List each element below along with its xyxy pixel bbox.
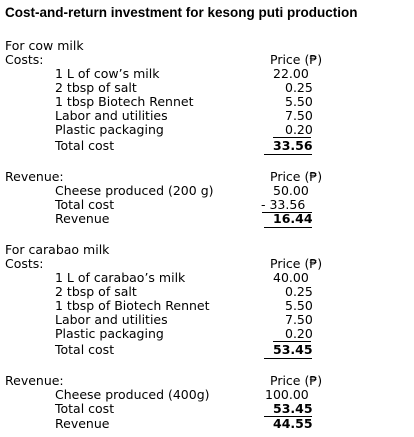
cost-item-name: 2 tbsp of salt (55, 284, 137, 299)
cost-item-name: Labor and utilities (55, 108, 168, 123)
cost-item-price: 7.50 (285, 312, 313, 327)
cost-item-price: 5.50 (285, 298, 313, 313)
cow-costs-label: Costs: (5, 52, 44, 67)
cost-item-price: 0.25 (285, 284, 313, 299)
revenue-total-cost-value: 53.45 (273, 401, 313, 416)
cost-item-price: 5.50 (285, 94, 313, 109)
cost-item-name: 2 tbsp of salt (55, 80, 137, 95)
total-underline (264, 154, 312, 155)
cost-item-price: 0.20 (285, 122, 313, 137)
cost-item-price: 7.50 (285, 108, 313, 123)
total-underline (264, 227, 312, 228)
total-cost-value: 33.56 (273, 138, 313, 153)
document-title: Cost-and-return investment for kesong puti production (5, 5, 358, 20)
revenue-total-cost-value: - 33.56 (261, 197, 306, 212)
cost-item-name: 1 L of cow’s milk (55, 66, 160, 81)
total-cost-label: Total cost (55, 138, 115, 153)
cheese-price: 50.00 (273, 183, 309, 198)
revenue-value: 44.55 (273, 416, 313, 431)
cow-section-label: For cow milk (5, 38, 84, 53)
cost-item-name: Labor and utilities (55, 312, 168, 327)
cow-revenue-price-header: Price (₱) (270, 169, 323, 184)
cost-item-name: Plastic packaging (55, 326, 164, 341)
total-cost-value: 53.45 (273, 342, 313, 357)
cost-item-name: 1 tbsp of Biotech Rennet (55, 298, 210, 313)
total-underline (264, 358, 312, 359)
cost-item-price: 0.20 (285, 326, 313, 341)
cow-price-header: Price (₱) (270, 52, 323, 67)
cost-item-price: 0.25 (285, 80, 313, 95)
cheese-label: Cheese produced (200 g) (55, 183, 214, 198)
revenue-value: 16.44 (273, 211, 313, 226)
carabao-revenue-price-header: Price (₱) (270, 373, 323, 388)
cost-item-name: 1 L of carabao’s milk (55, 270, 186, 285)
cheese-label: Cheese produced (400g) (55, 387, 210, 402)
cost-item-price: 22.00 (273, 66, 309, 81)
carabao-costs-label: Costs: (5, 256, 44, 271)
cost-item-price: 40.00 (273, 270, 309, 285)
carabao-revenue-label: Revenue: (5, 373, 64, 388)
revenue-total-cost-label: Total cost (55, 401, 115, 416)
carabao-section-label: For carabao milk (5, 242, 110, 257)
revenue-row-label: Revenue (55, 211, 110, 226)
revenue-row-label: Revenue (55, 416, 110, 431)
revenue-total-cost-label: Total cost (55, 197, 115, 212)
cost-item-name: Plastic packaging (55, 122, 164, 137)
total-cost-label: Total cost (55, 342, 115, 357)
cost-item-name: 1 tbsp Biotech Rennet (55, 94, 194, 109)
carabao-price-header: Price (₱) (270, 256, 323, 271)
cow-revenue-label: Revenue: (5, 169, 64, 184)
cheese-price: 100.00 (265, 387, 309, 402)
